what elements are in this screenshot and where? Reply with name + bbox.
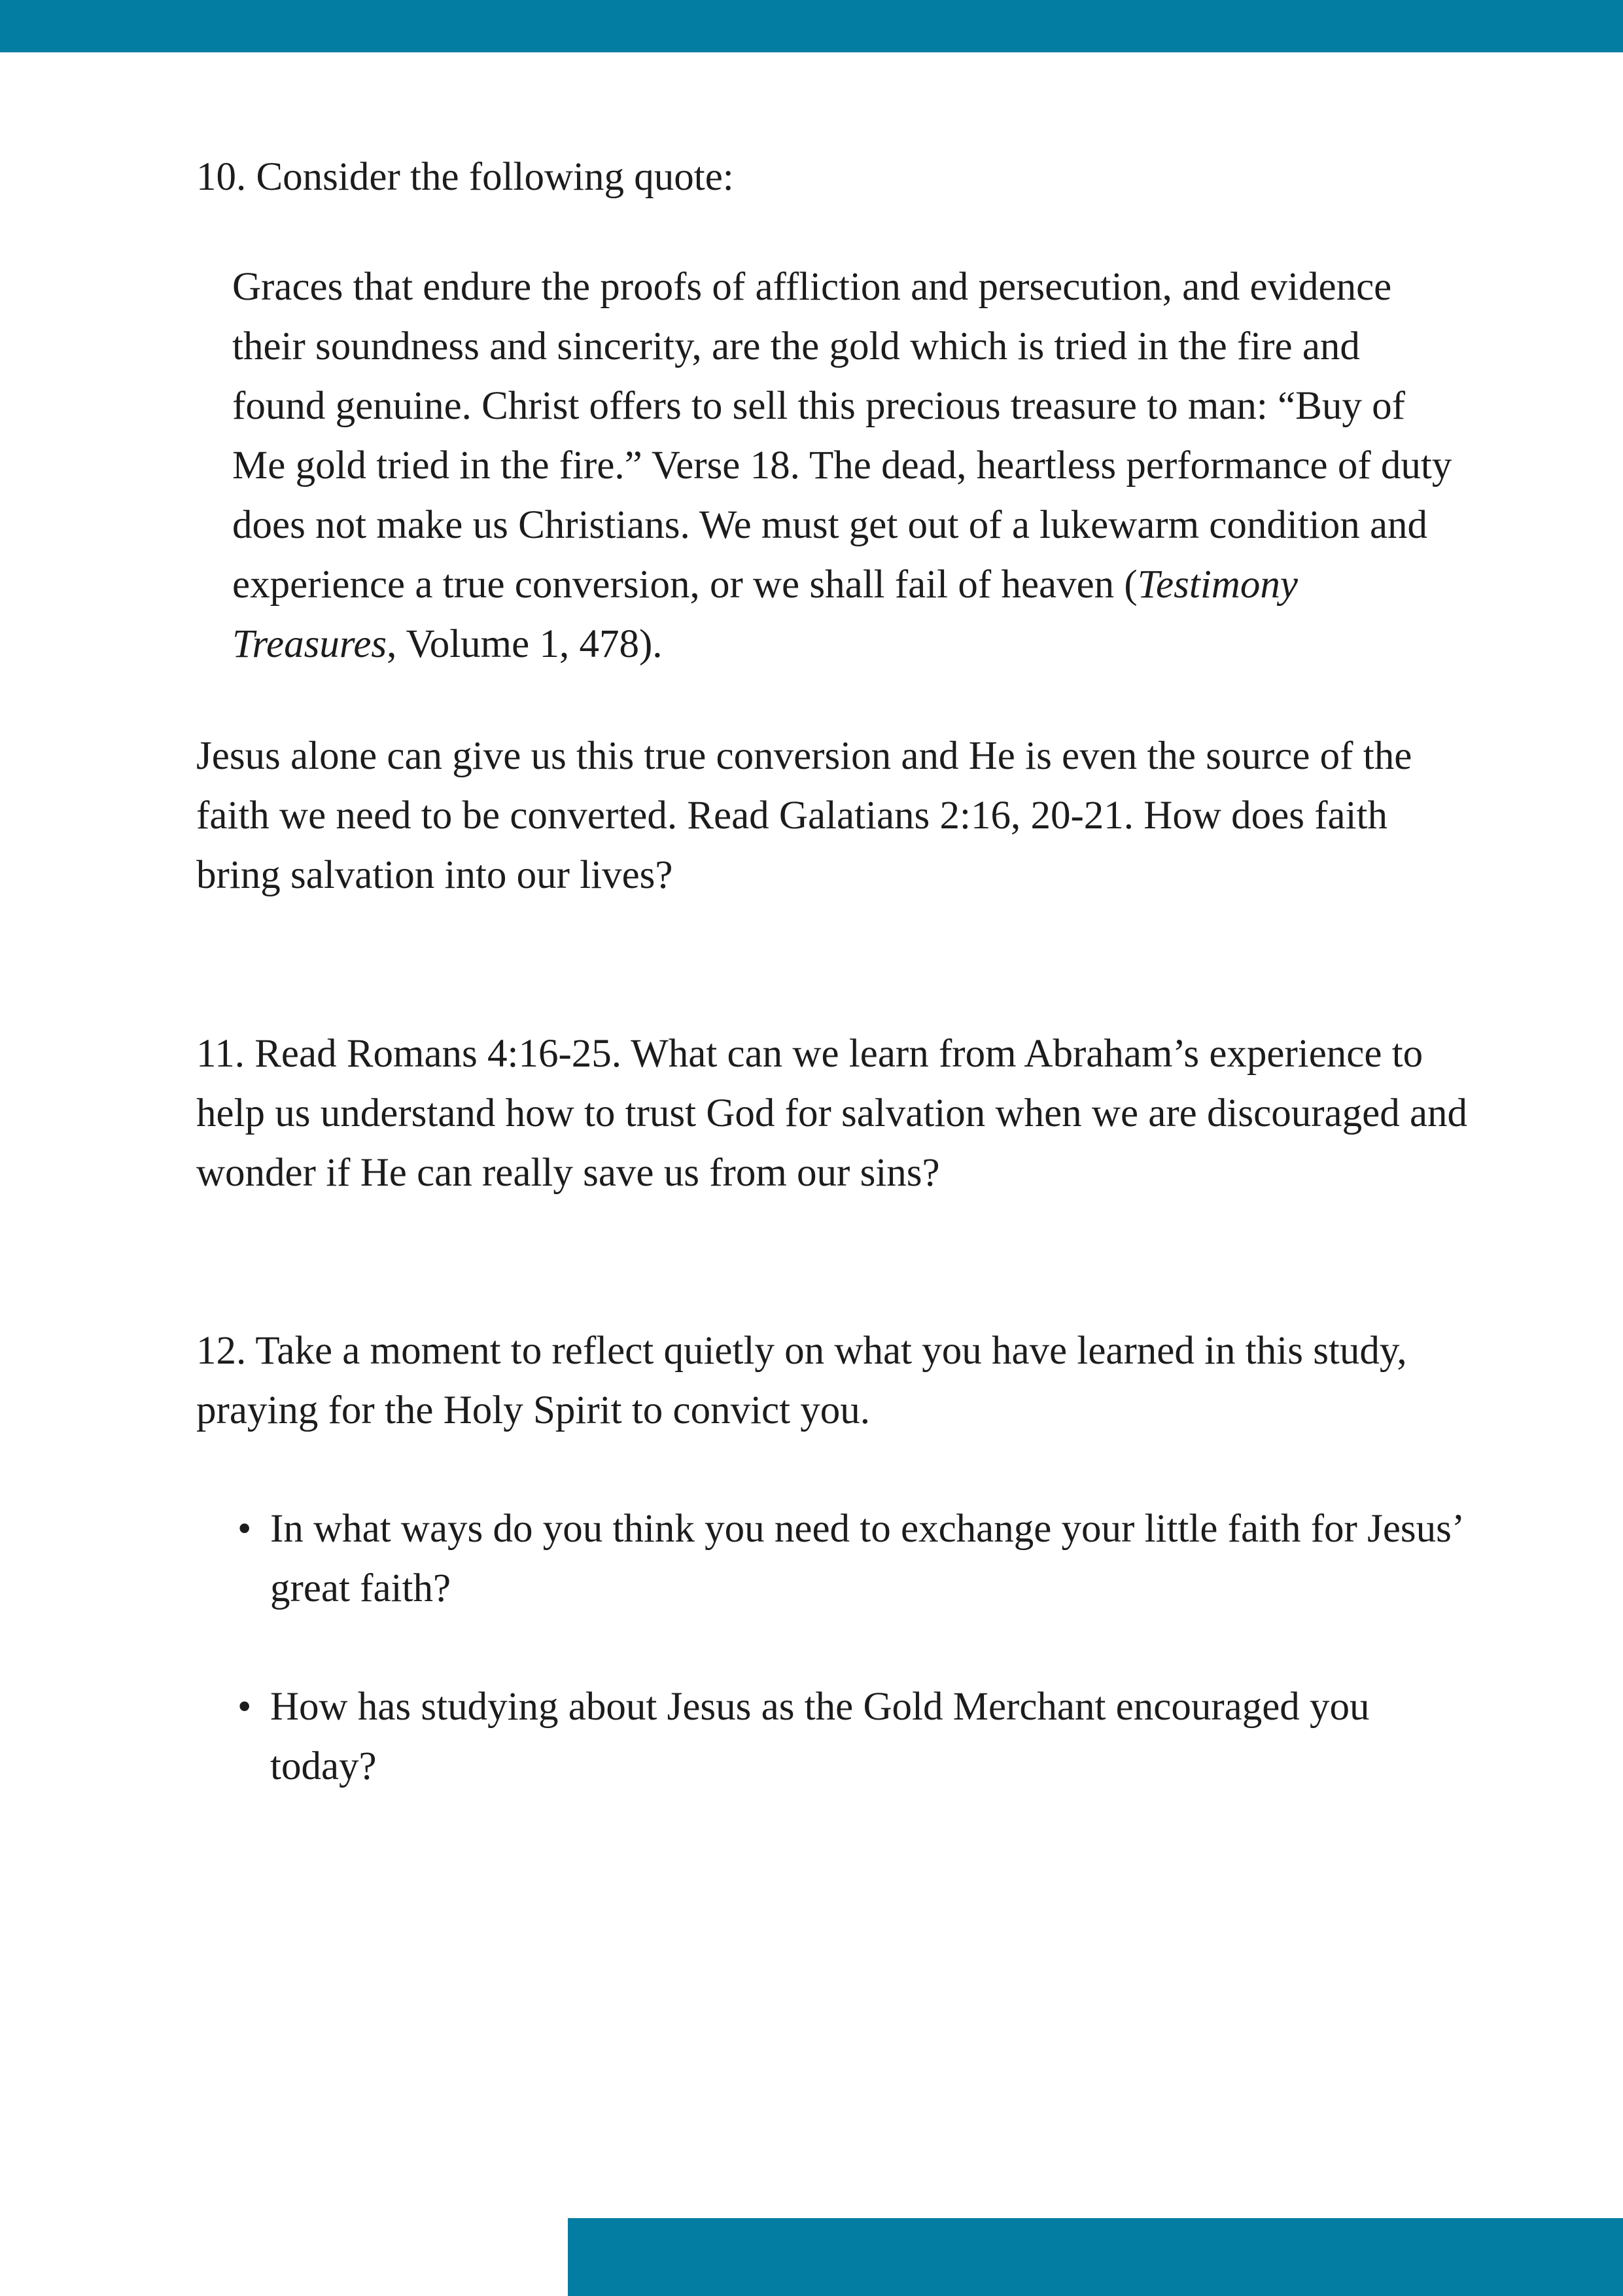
- question-10-intro: 10. Consider the following quote:: [196, 155, 734, 199]
- list-item: [196, 1499, 1478, 1618]
- question-10-follow-up: Jesus alone can give us this true conversion and He is even the source of the faith we need to be converted. Read Galatians 2:16, 20-21. How does faith bring salvation into our lives?: [196, 734, 1412, 897]
- question-12: 12. Take a moment to reflect quietly on what you have learned in this study, praying for the Holy Spirit to convict you.: [196, 1329, 1407, 1432]
- quote-source-details: , Volume 1, 478).: [387, 622, 663, 666]
- list-item: [196, 1677, 1478, 1796]
- page-content: [196, 147, 1478, 1796]
- quote-source-title: Testimony Treasures: [232, 563, 1298, 666]
- question-11: 11. Read Romans 4:16-25. What can we learn from Abraham’s experience to help us understand how to trust God for salvation when we are discouraged and wonder if He can really save us from our sins?: [196, 1032, 1468, 1195]
- bullet-icon: •: [237, 1685, 252, 1729]
- block-quote: [232, 257, 1456, 674]
- reflection-bullet-list: [196, 1499, 1478, 1796]
- bottom-color-band: [568, 2218, 1623, 2296]
- top-color-band: [0, 0, 1623, 52]
- bullet-text: In what ways do you think you need to exchange your little faith for Jesus’ great faith?: [270, 1507, 1462, 1610]
- bullet-text: How has studying about Jesus as the Gold Merchant encouraged you today?: [270, 1685, 1370, 1788]
- quote-text: Graces that endure the proofs of affliction and persecution, and evidence their soundness and sincerity, are the gold which is tried in the fire and found genuine. Christ offers to sell this precious treasure to man: “Buy of Me gold tried in the fire.” Verse 18. The dead, heartless performance of duty does not make us Christians. We must get out of a lukewarm condition and experience a true conversion, or we shall fail of heaven (: [232, 265, 1452, 607]
- bullet-icon: •: [237, 1507, 252, 1551]
